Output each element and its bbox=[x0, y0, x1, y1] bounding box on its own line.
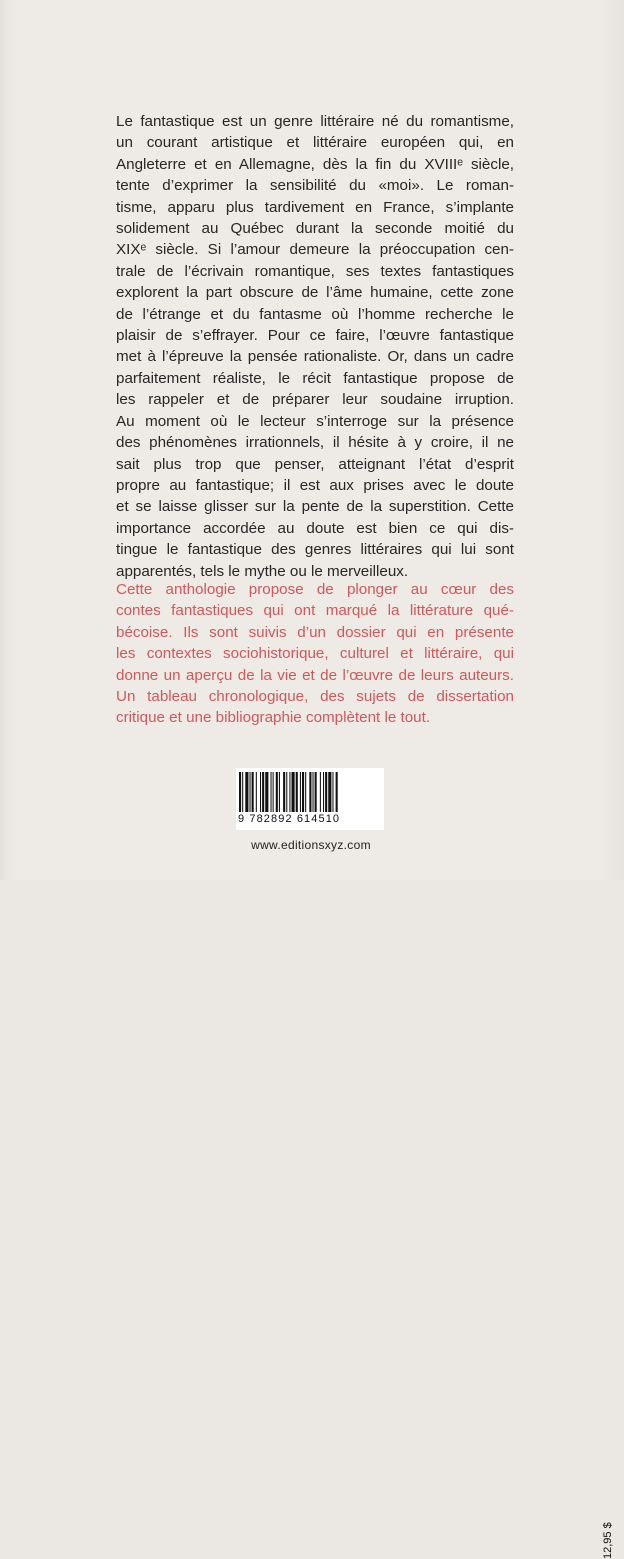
text-line: bécoise. Ils sont suivis d’un dossier qui en présente bbox=[116, 623, 514, 641]
text-line: met à l’épreuve la pensée rationaliste. Or, dans un cadre bbox=[116, 348, 514, 366]
text-line: tingue le fantastique des genres littéraires qui lui sont bbox=[116, 541, 514, 559]
text-line: Un tableau chronologique, des sujets de dissertation bbox=[116, 688, 514, 706]
text-line: tente d’exprimer la sensibilité du «moi». Le roman- bbox=[116, 177, 514, 195]
text-line: importance accordée au doute est bien ce qui dis- bbox=[116, 519, 514, 537]
text-line: critique et une bibliographie complètent le tout. bbox=[116, 709, 431, 727]
synopsis-paragraph bbox=[116, 111, 514, 582]
text-line: propre au fantastique; il est aux prises avec le doute bbox=[116, 476, 514, 494]
text-line: XIXᵉ siècle. Si l’amour demeure la préoccupation cen- bbox=[116, 241, 514, 259]
text-line: contes fantastiques qui ont marqué la littérature qué- bbox=[116, 602, 514, 620]
text-line: des phénomènes irrationnels, il hésite à y croire, il ne bbox=[116, 434, 514, 452]
text-line: apparentés, tels le mythe ou le merveilleux. bbox=[116, 562, 409, 580]
text-line: Le fantastique est un genre littéraire né du romantisme, bbox=[116, 113, 514, 130]
text-line: parfaitement réaliste, le récit fantastique propose de bbox=[116, 369, 514, 387]
text-line: solidement au Québec durant la seconde moitié du bbox=[116, 220, 514, 238]
text-line: Angleterre et en Allemagne, dès la fin du XVIIIᵉ siècle, bbox=[116, 155, 514, 173]
text-line: Au moment où le lecteur s’interroge sur la présence bbox=[116, 412, 514, 430]
text-line: un courant artistique et littéraire européen qui, en bbox=[116, 134, 514, 152]
text-line: trale de l’écrivain romantique, ses textes fantastiques bbox=[116, 262, 514, 280]
text-line: et se laisse glisser sur la pente de la superstition. Cette bbox=[116, 498, 514, 516]
text-line: plaisir de s’effrayer. Pour ce faire, l’œuvre fantastique bbox=[116, 327, 514, 345]
isbn-number: 9 782892 614510 bbox=[238, 813, 341, 825]
text-line: de l’étrange et du fantasme où l’homme recherche le bbox=[116, 305, 514, 323]
publisher-website: www.editionsxyz.com bbox=[251, 838, 371, 852]
text-line: sait plus trop que penser, atteignant l’état d’esprit bbox=[116, 455, 514, 473]
text-line: les contextes sociohistorique, culturel et littéraire, qui bbox=[116, 645, 514, 663]
barcode-bars bbox=[236, 768, 366, 814]
text-line: explorent la part obscure de l’âme humaine, cette zone bbox=[116, 284, 514, 302]
text-line: les rappeler et de préparer leur soudaine irruption. bbox=[116, 391, 514, 409]
price-label: 12,95 $ bbox=[602, 1522, 614, 1559]
text-line: tisme, apparu plus tardivement en France, s’implante bbox=[116, 198, 514, 216]
text-line: donne un aperçu de la vie et de l’œuvre de leurs auteurs. bbox=[116, 666, 514, 684]
text-line: Cette anthologie propose de plonger au cœur des bbox=[116, 581, 514, 598]
anthology-description bbox=[116, 579, 514, 729]
